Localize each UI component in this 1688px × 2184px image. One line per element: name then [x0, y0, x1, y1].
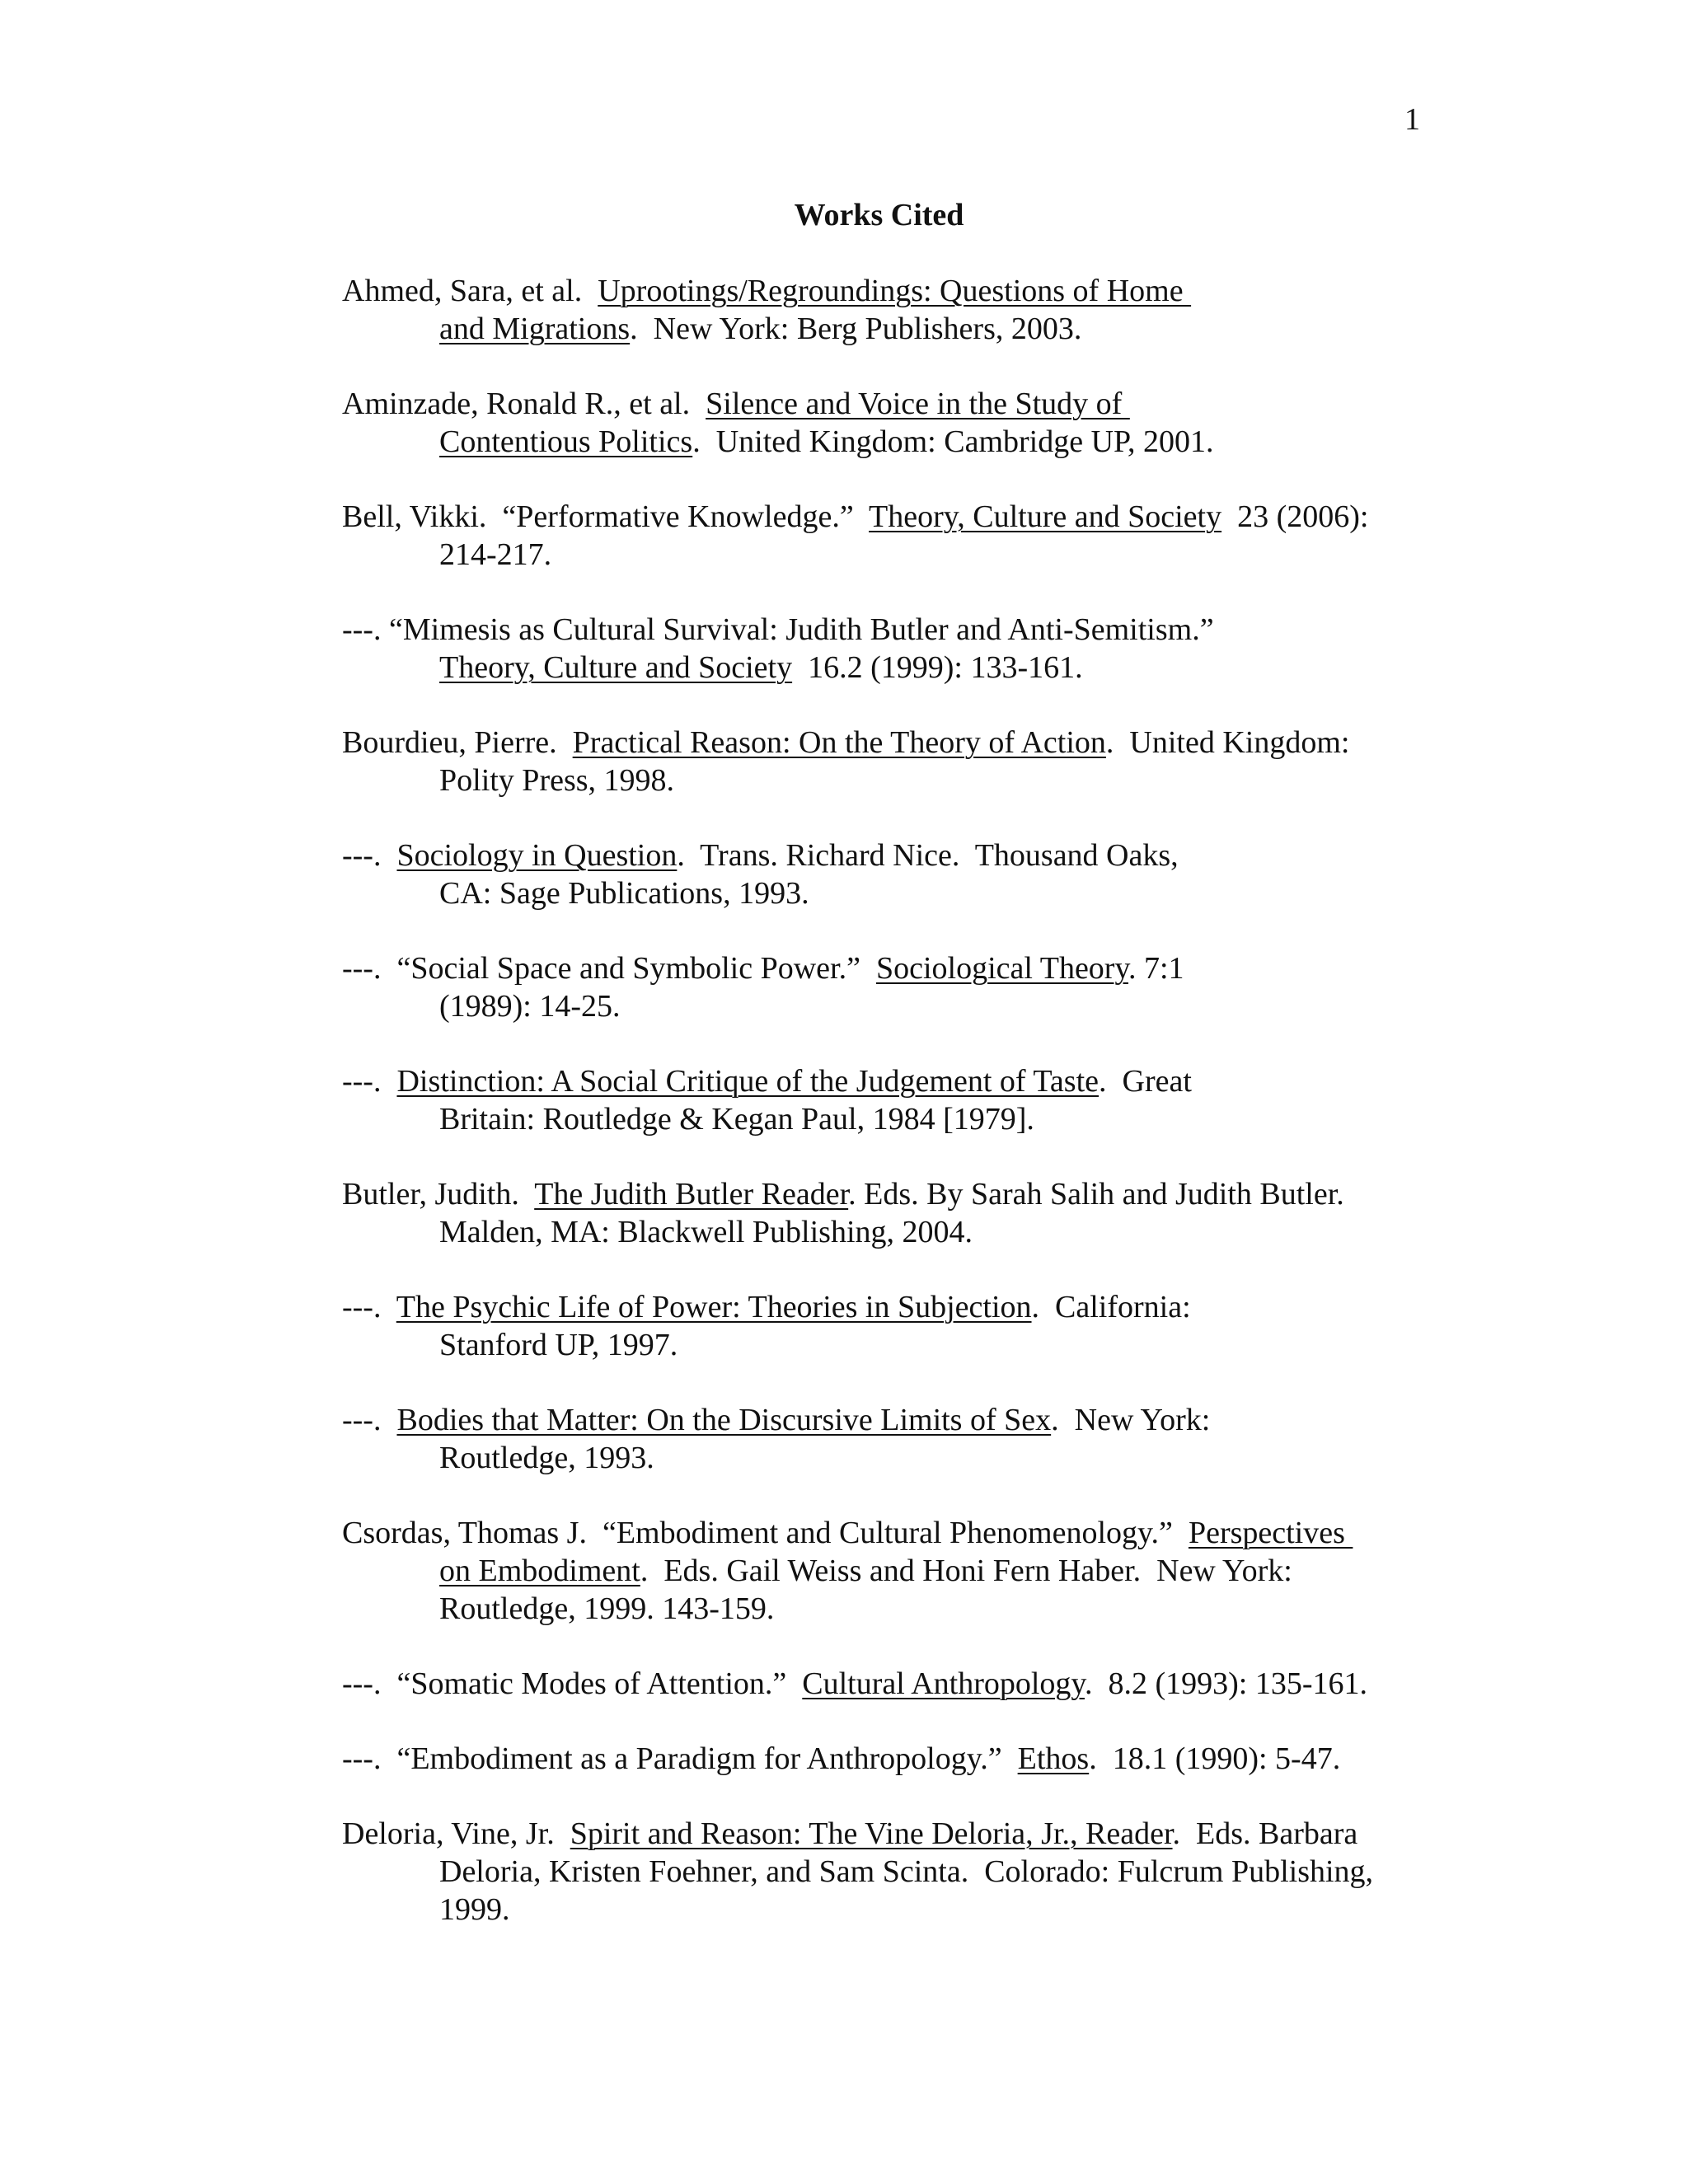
citation-entry — [342, 837, 1447, 912]
citation-title: Bodies that Matter: On the Discursive Limits of Sex — [396, 1403, 1052, 1437]
citation-title: Theory, Culture and Society — [869, 499, 1222, 534]
citation-title: Practical Reason: On the Theory of Action — [572, 725, 1106, 760]
citation-text: . New York: — [1051, 1403, 1211, 1437]
citation-entry — [342, 1062, 1447, 1138]
citation-title: Cultural Anthropology — [802, 1666, 1085, 1701]
citation-text: ---. — [342, 1064, 397, 1099]
citation-text: Aminzade, Ronald R., et al. — [342, 387, 706, 421]
citation-continuation-line — [342, 1439, 1447, 1477]
citation-entry — [342, 949, 1447, 1025]
citation-title: The Judith Butler Reader — [534, 1177, 849, 1212]
citation-text: Malden, MA: Blackwell Publishing, 2004. — [439, 1215, 973, 1249]
citation-entry — [342, 1288, 1447, 1364]
citation-title: Perspectives — [1188, 1516, 1353, 1550]
citation-continuation-line — [342, 1853, 1447, 1891]
citation-text: Routledge, 1999. 143-159. — [439, 1591, 775, 1626]
citation-text: . United Kingdom: Cambridge UP, 2001. — [692, 424, 1214, 459]
citation-text: ---. — [342, 838, 397, 873]
citation-text: ---. — [342, 1403, 397, 1437]
citation-text: . Eds. Gail Weiss and Honi Fern Haber. New York: — [640, 1554, 1292, 1588]
citation-text: . Trans. Richard Nice. Thousand Oaks, — [677, 838, 1179, 873]
citation-text: 23 (2006): — [1221, 499, 1369, 534]
citation-entry — [342, 724, 1447, 799]
citation-continuation-line — [342, 1590, 1447, 1628]
citation-continuation-line — [342, 310, 1447, 348]
citation-entry — [342, 1815, 1447, 1929]
citation-text: ---. “Mimesis as Cultural Survival: Judith Butler and Anti-Semitism.” — [342, 612, 1214, 647]
citation-title: Contentious Politics — [439, 424, 693, 459]
citation-title: on Embodiment — [439, 1554, 640, 1588]
citation-continuation-line — [342, 874, 1447, 912]
citation-first-line — [342, 611, 1447, 649]
citation-text: . California: — [1031, 1290, 1191, 1324]
citation-title: The Psychic Life of Power: Theories in Subjection — [396, 1290, 1032, 1324]
citation-first-line — [342, 1740, 1447, 1778]
citation-text: Polity Press, 1998. — [439, 763, 675, 798]
citation-continuation-line — [342, 649, 1447, 687]
citation-text: Csordas, Thomas J. “Embodiment and Cultural Phenomenology.” — [342, 1516, 1189, 1550]
citation-text: ---. “Social Space and Symbolic Power.” — [342, 951, 876, 986]
citation-title: and Migrations — [439, 312, 631, 346]
citation-first-line — [342, 949, 1447, 987]
citation-text: 16.2 (1999): 133-161. — [792, 650, 1083, 685]
citation-text: 1999. — [439, 1892, 510, 1927]
citation-entry — [342, 611, 1447, 687]
citation-continuation-line — [342, 536, 1447, 574]
citation-text: Stanford UP, 1997. — [439, 1328, 678, 1362]
citation-title: Sociology in Question — [396, 838, 678, 873]
citation-text: Deloria, Kristen Foehner, and Sam Scinta. Colorado: Fulcrum Publishing, — [439, 1854, 1374, 1889]
citation-text: ---. “Embodiment as a Paradigm for Anthropology.” — [342, 1741, 1018, 1776]
citation-continuation-line — [342, 1100, 1447, 1138]
citation-title: Sociological Theory — [875, 951, 1128, 986]
citation-first-line — [342, 1815, 1447, 1853]
citation-text: . 18.1 (1990): 5-47. — [1089, 1741, 1341, 1776]
citation-entry — [342, 498, 1447, 574]
citation-first-line — [342, 837, 1447, 874]
citation-first-line — [342, 1665, 1447, 1703]
citation-entry — [342, 1665, 1447, 1703]
citation-text: CA: Sage Publications, 1993. — [439, 876, 809, 911]
citation-entry — [342, 272, 1447, 348]
citation-title: Theory, Culture and Society — [439, 650, 793, 685]
page-number: 1 — [1404, 102, 1420, 137]
citation-text: (1989): 14-25. — [439, 989, 621, 1024]
citation-continuation-line — [342, 423, 1447, 461]
citation-text: Britain: Routledge & Kegan Paul, 1984 [1979]. — [439, 1102, 1034, 1137]
citation-title: Spirit and Reason: The Vine Deloria, Jr., Reader — [570, 1816, 1173, 1851]
citation-text: . Eds. Barbara — [1172, 1816, 1358, 1851]
citation-text: . New York: Berg Publishers, 2003. — [630, 312, 1082, 346]
citation-entry — [342, 1175, 1447, 1251]
citation-first-line — [342, 385, 1447, 423]
citation-text: Routledge, 1993. — [439, 1441, 654, 1475]
citation-continuation-line — [342, 1552, 1447, 1590]
citation-text: . Eds. By Sarah Salih and Judith Butler. — [848, 1177, 1344, 1212]
citation-entry — [342, 1740, 1447, 1778]
citation-text: Bourdieu, Pierre. — [342, 725, 573, 760]
citation-text: Bell, Vikki. “Performative Knowledge.” — [342, 499, 870, 534]
citation-text: ---. “Somatic Modes of Attention.” — [342, 1666, 803, 1701]
citation-first-line — [342, 724, 1447, 762]
citation-text: 214-217. — [439, 537, 552, 572]
citation-first-line — [342, 1401, 1447, 1439]
citation-text: . 8.2 (1993): 135-161. — [1084, 1666, 1367, 1701]
citation-entry — [342, 1401, 1447, 1477]
citation-entry — [342, 385, 1447, 461]
citation-continuation-line — [342, 1891, 1447, 1929]
citation-continuation-line — [342, 1213, 1447, 1251]
citation-first-line — [342, 498, 1447, 536]
citation-text: Deloria, Vine, Jr. — [342, 1816, 570, 1851]
citation-title: Uprootings/Regroundings: Questions of Home — [598, 274, 1192, 308]
citation-title: Silence and Voice in the Study of — [706, 387, 1130, 421]
citation-first-line — [342, 272, 1447, 310]
citation-text: Ahmed, Sara, et al. — [342, 274, 598, 308]
citation-title: Distinction: A Social Critique of the Judgement of Taste — [396, 1064, 1099, 1099]
citation-entry — [342, 1514, 1447, 1628]
citation-text: ---. — [342, 1290, 396, 1324]
citation-continuation-line — [342, 987, 1447, 1025]
citation-text: Butler, Judith. — [342, 1177, 535, 1212]
citation-text: . Great — [1099, 1064, 1192, 1099]
citation-first-line — [342, 1062, 1447, 1100]
citation-continuation-line — [342, 762, 1447, 799]
citation-first-line — [342, 1288, 1447, 1326]
citation-continuation-line — [342, 1326, 1447, 1364]
citation-text: . 7:1 — [1128, 951, 1184, 986]
page-title: Works Cited — [794, 198, 964, 232]
citation-first-line — [342, 1175, 1447, 1213]
citation-text: . United Kingdom: — [1105, 725, 1350, 760]
citation-title: Ethos — [1017, 1741, 1090, 1776]
citation-first-line — [342, 1514, 1447, 1552]
